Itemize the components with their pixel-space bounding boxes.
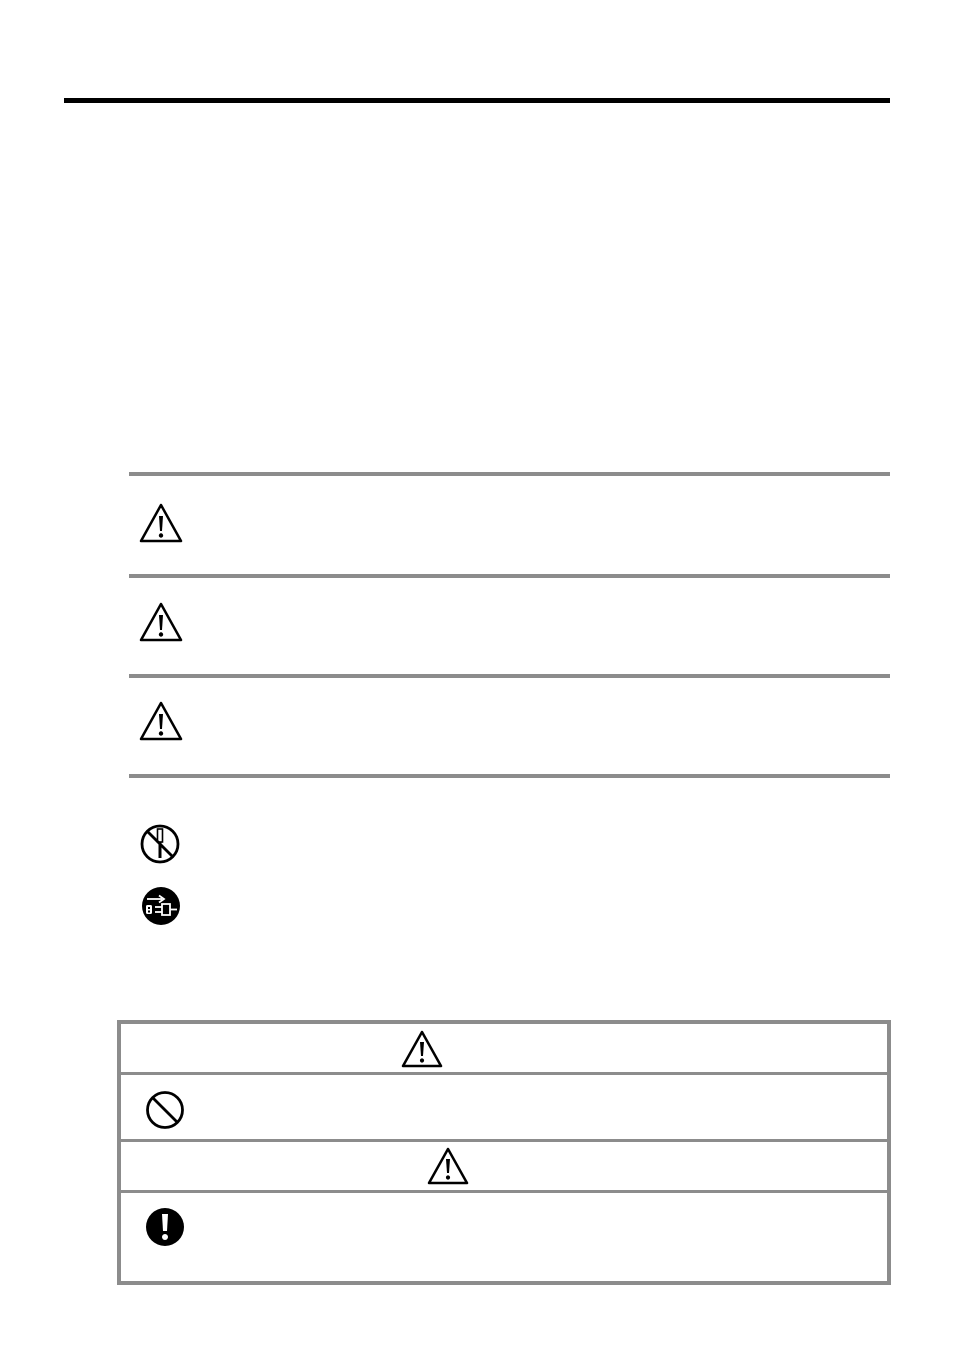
table-body-row — [121, 1193, 887, 1281]
warning-triangle-icon — [426, 1146, 470, 1191]
top-rule — [64, 98, 890, 103]
warning-triangle-icon — [400, 1029, 444, 1074]
legend-divider — [129, 774, 890, 778]
mandatory-action-icon — [144, 1206, 186, 1253]
legend-divider — [129, 674, 890, 678]
table-header-row — [121, 1024, 887, 1072]
warning-triangle-icon — [138, 601, 184, 648]
prohibition-icon — [144, 1089, 186, 1136]
safety-table — [117, 1020, 891, 1285]
table-header-row — [121, 1142, 887, 1190]
warning-triangle-icon — [138, 502, 184, 549]
legend-divider — [129, 472, 890, 476]
warning-triangle-icon — [138, 700, 184, 747]
no-disassembly-icon — [138, 823, 182, 870]
unplug-power-icon — [140, 885, 182, 932]
table-body-row — [121, 1075, 887, 1139]
legend-divider — [129, 574, 890, 578]
